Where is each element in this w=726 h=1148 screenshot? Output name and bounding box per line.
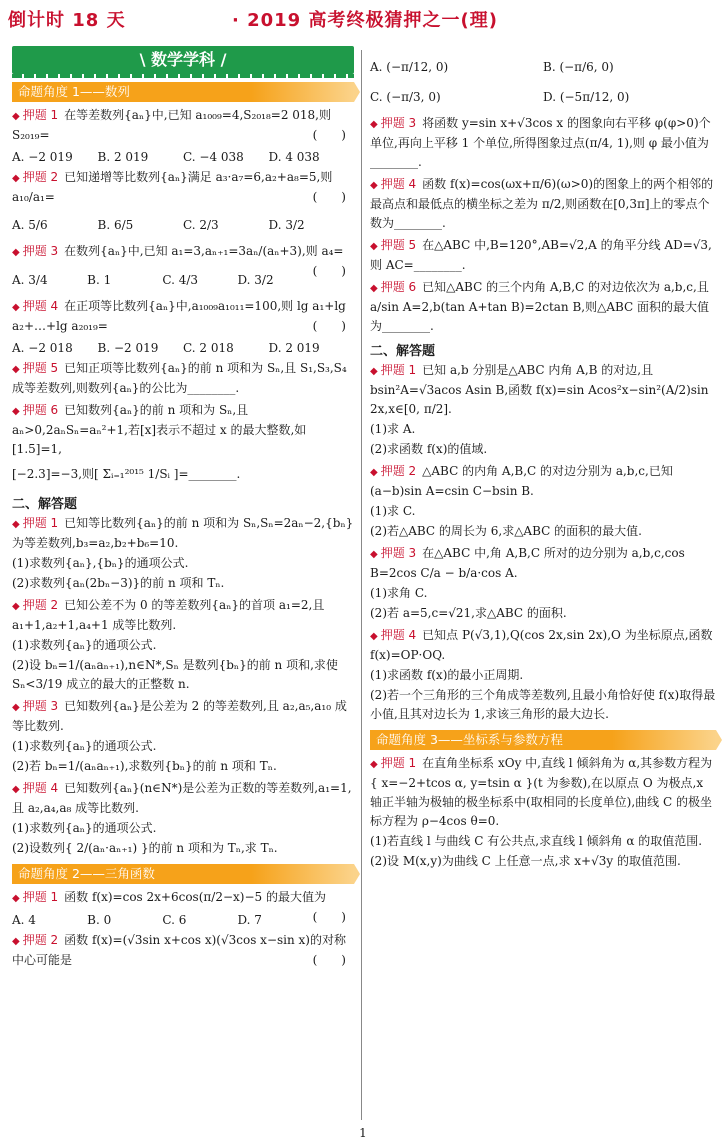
solve-l3	[12, 697, 354, 776]
sub-question-2: (2)若一个三角形的三个角成等差数列,且最小角恰好使 f(x)取得最小值,且其对边长为 1,求该三角形的最大边长.	[370, 688, 716, 721]
problem-text: 函数 f(x)=cos 2x+6cos(π/2−x)−5 的最大值为	[64, 890, 326, 904]
problem-tag: 押题 4	[22, 299, 59, 313]
problem-text: 在直角坐标系 xOy 中,直线 l 倾斜角为 α,其参数方程为{ x=−2+tcos α, y=tsin α }(t 为参数),在以原点 O 为极点,x 轴正半轴为极轴的极坐标系中(取相同的长度单位),曲线 C 的极坐标方程为 ρ−4cos θ=0.	[370, 756, 713, 828]
diamond-icon: ◆	[12, 702, 20, 713]
sub-question-1: (1)求角 C.	[370, 586, 428, 600]
choices-l2	[12, 210, 354, 240]
solve-l2	[12, 596, 354, 694]
sub-question-2: (2)求函数 f(x)的值域.	[370, 442, 488, 456]
problem-text: △ABC 的内角 A,B,C 的对边分别为 a,b,c,已知(a−b)sin A=csin C−bsin B.	[370, 464, 673, 498]
topic-header-coordinates: 命题角度 3——坐标系与参数方程	[370, 730, 716, 750]
problem-text: 在等差数列{aₙ}中,已知 a₁₀₀₉=4,S₂₀₁₈=2 018,则 S₂₀₁₉=	[12, 108, 331, 142]
solve-r3	[370, 544, 716, 623]
choice-d: D. 2 019	[268, 341, 320, 355]
problem-text: 在△ABC 中,角 A,B,C 所对的边分别为 a,b,c,cos B=2cos C/a − b/a·cos A.	[370, 546, 685, 580]
countdown-label: 倒计时 18 天	[8, 10, 126, 31]
diamond-icon: ◆	[12, 406, 20, 417]
sub-question-2: (2)若 a=5,c=√21,求△ABC 的面积.	[370, 606, 567, 620]
choice-c: C. 6	[162, 913, 187, 927]
choices-t1	[12, 911, 313, 929]
sub-question-1: (1)求数列{aₙ},{bₙ}的通项公式.	[12, 556, 189, 570]
choice-b: B. 2 019	[97, 150, 149, 164]
problem-text: 已知公差不为 0 的等差数列{aₙ}的首项 a₁=2,且 a₁+1,a₂+1,a₄+1 成等比数列.	[12, 598, 325, 632]
trig-r6	[370, 278, 716, 336]
choice-d: D. 3/2	[237, 273, 274, 287]
diamond-icon: ◆	[370, 759, 378, 770]
answer-paren: ( )	[312, 953, 346, 967]
problem-text: 函数 f(x)=cos(ωx+π/6)(ω>0)的图象上的两个相邻的最高点和最低点的横坐标之差为 π/2,则函数在[0,3π]上的零点个数为________.	[370, 177, 714, 230]
choice-a: A. (−π/12, 0)	[370, 60, 449, 74]
sub-question-2: (2)求数列{aₙ(2bₙ−3)}的前 n 项和 Tₙ.	[12, 576, 225, 590]
problem-tag: 押题 4	[380, 177, 417, 191]
problem-tag: 押题 3	[22, 244, 59, 258]
choice-c: C. 4/3	[162, 273, 199, 287]
problem-tag: 押题 2	[380, 464, 417, 478]
choice-d: D. 3/2	[268, 218, 305, 232]
sub-question-1: (1)求数列{aₙ}的通项公式.	[12, 638, 157, 652]
problem-text: 在正项等比数列{aₙ}中,a₁₀₀₉a₁₀₁₁=100,则 lg a₁+lg a₂+…+lg a₂₀₁₉=	[12, 299, 346, 333]
trig-r4	[370, 175, 716, 233]
problem-l4	[12, 297, 354, 336]
choice-c: C. 2/3	[183, 218, 219, 232]
problem-tag: 押题 3	[380, 116, 417, 130]
problem-text: 已知 a,b 分别是△ABC 内角 A,B 的对边,且 bsin²A=√3acos Asin B,函数 f(x)=sin Acos²x−sin²(A/2)sin 2x,x∈[0, π/2].	[370, 363, 709, 416]
choices-l1	[12, 148, 354, 166]
trig-r3	[370, 114, 716, 172]
solve-r1	[370, 361, 716, 459]
problem-tag: 押题 5	[22, 361, 59, 375]
subject-banner: \ 数学学科 /	[12, 46, 354, 74]
right-column	[370, 50, 716, 874]
problem-text: 已知数列{aₙ}的前 n 项和为 Sₙ,且 aₙ>0,2aₙSₙ=aₙ²+1,若[x]表示不超过 x 的最大整数,如[1.5]=1,	[12, 403, 307, 456]
problem-text: 已知△ABC 的三个内角 A,B,C 的对边依次为 a,b,c,且 a/sin A=2,b(tan A+tan B)=2ctan B,则△ABC 面积的最大值为________.	[370, 280, 710, 333]
section-heading-solve-right: 二、解答题	[370, 344, 436, 359]
diamond-icon: ◆	[12, 247, 20, 258]
problem-text: 已知数列{aₙ}(n∈N*)是公差为正数的等差数列,a₁=1,且 a₂,a₄,a₈ 成等比数列.	[12, 781, 352, 815]
problem-l5	[12, 359, 354, 398]
diamond-icon: ◆	[12, 519, 20, 530]
problem-text: 已知数列{aₙ}是公差为 2 的等差数列,且 a₂,a₅,a₁₀ 成等比数列.	[12, 699, 347, 733]
sub-question-2: (2)设 M(x,y)为曲线 C 上任意一点,求 x+√3y 的取值范围.	[370, 854, 681, 868]
section-heading-solve: 二、解答题	[12, 497, 78, 512]
choice-b: B. 6/5	[97, 218, 134, 232]
problem-text: 已知正项等比数列{aₙ}的前 n 项和为 Sₙ,且 S₁,S₃,S₄ 成等差数列,则数列{aₙ}的公比为________.	[12, 361, 347, 395]
choice-a: A. 5/6	[12, 218, 48, 232]
diamond-icon: ◆	[12, 893, 20, 904]
problem-tag: 押题 6	[22, 403, 59, 417]
solve-r4	[370, 626, 716, 724]
trig-r5	[370, 236, 716, 275]
problem-tag: 押题 2	[22, 598, 59, 612]
problem-text: 将函数 y=sin x+√3cos x 的图象向右平移 φ(φ>0)个单位,再向上平移 1 个单位,所得图象过点(π/4, 1),则 φ 最小值为________.	[370, 116, 711, 169]
diamond-icon: ◆	[370, 119, 378, 130]
problem-text: 已知递增等比数列{aₙ}满足 a₃·a₇=6,a₂+a₈=5,则 a₁₀/a₁=	[12, 170, 333, 204]
diamond-icon: ◆	[370, 366, 378, 377]
sub-question-1: (1)求 A.	[370, 422, 416, 436]
choice-a: A. 3/4	[12, 273, 48, 287]
problem-text: 已知点 P(√3,1),Q(cos 2x,sin 2x),O 为坐标原点,函数 f(x)=OP·OQ.	[370, 628, 713, 662]
page-number: 1	[359, 1126, 367, 1140]
choice-d: D. (−5π/12, 0)	[543, 90, 630, 104]
diamond-icon: ◆	[12, 784, 20, 795]
problem-tag: 押题 1	[22, 108, 59, 122]
answer-paren: ( )	[312, 264, 346, 278]
problem-tag: 押题 3	[380, 546, 417, 560]
problem-text: 已知等比数列{aₙ}的前 n 项和为 Sₙ,Sₙ=2aₙ−2,{bₙ}为等差数列,b₃=a₂,b₂+b₆=10.	[12, 516, 354, 550]
diamond-icon: ◆	[370, 549, 378, 560]
problem-tag: 押题 5	[380, 238, 417, 252]
diamond-icon: ◆	[370, 180, 378, 191]
problem-l6	[12, 401, 354, 489]
diamond-icon: ◆	[370, 631, 378, 642]
choices-t2	[370, 52, 716, 112]
diamond-icon: ◆	[12, 302, 20, 313]
diamond-icon: ◆	[370, 467, 378, 478]
problem-l1	[12, 106, 354, 145]
sub-question-1: (1)若直线 l 与曲线 C 有公共点,求直线 l 倾斜角 α 的取值范围.	[370, 834, 703, 848]
choice-c: C. 2 018	[183, 341, 234, 355]
sub-question-1: (1)求函数 f(x)的最小正周期.	[370, 668, 524, 682]
sub-question-2: (2)若 bₙ=1/(aₙaₙ₊₁),求数列{bₙ}的前 n 项和 Tₙ.	[12, 759, 277, 773]
choice-b: B. −2 019	[97, 341, 159, 355]
problem-tag: 押题 1	[380, 756, 417, 770]
column-divider	[361, 50, 362, 1120]
solve-l4	[12, 779, 354, 858]
choice-c: C. −4 038	[183, 150, 244, 164]
topic-header-trig: 命题角度 2——三角函数	[12, 864, 354, 884]
problem-tag: 押题 4	[22, 781, 59, 795]
problem-tag: 押题 2	[22, 170, 59, 184]
answer-paren: ( )	[312, 910, 346, 924]
diamond-icon: ◆	[370, 241, 378, 252]
diamond-icon: ◆	[12, 364, 20, 375]
answer-paren: ( )	[312, 190, 346, 204]
coord-r1	[370, 754, 716, 871]
problem-tag: 押题 3	[22, 699, 59, 713]
sub-question-1: (1)求数列{aₙ}的通项公式.	[12, 739, 157, 753]
problem-tag: 押题 1	[380, 363, 417, 377]
diamond-icon: ◆	[12, 601, 20, 612]
choice-d: D. 4 038	[268, 150, 320, 164]
problem-tag: 押题 4	[380, 628, 417, 642]
problem-text: 在△ABC 中,B=120°,AB=√2,A 的角平分线 AD=√3,则 AC=________.	[370, 238, 712, 272]
problem-l3	[12, 242, 354, 278]
problem-text: 函数 f(x)=(√3sin x+cos x)(√3cos x−sin x)的对称中心可能是	[12, 933, 346, 967]
sub-question-2: (2)设数列{ 2/(aₙ·aₙ₊₁) }的前 n 项和为 Tₙ,求 Tₙ.	[12, 841, 278, 855]
trig-l2	[12, 931, 354, 970]
problem-tag: 押题 6	[380, 280, 417, 294]
left-column	[12, 46, 354, 973]
choice-b: B. 1	[87, 273, 112, 287]
diamond-icon: ◆	[12, 936, 20, 947]
problem-text-continued: [−2.3]=−3,则[ Σᵢ₌₁²⁰¹⁵ 1/Sᵢ ]=________.	[12, 467, 241, 481]
page-header	[0, 0, 726, 44]
page-title: · 2019 高考终极猜押之一(理)	[232, 10, 498, 31]
solve-r2	[370, 462, 716, 541]
choice-b: B. (−π/6, 0)	[543, 60, 614, 74]
problem-tag: 押题 1	[22, 516, 59, 530]
sub-question-1: (1)求 C.	[370, 504, 416, 518]
choices-l4	[12, 339, 354, 357]
choice-a: A. −2 019	[12, 150, 73, 164]
choice-b: B. 0	[87, 913, 112, 927]
answer-paren: ( )	[312, 128, 346, 142]
choice-c: C. (−π/3, 0)	[370, 90, 441, 104]
choice-d: D. 7	[237, 913, 262, 927]
solve-l1	[12, 514, 354, 593]
sub-question-2: (2)若△ABC 的周长为 6,求△ABC 的面积的最大值.	[370, 524, 642, 538]
diamond-icon: ◆	[12, 173, 20, 184]
problem-tag: 押题 2	[22, 933, 59, 947]
choice-a: A. 4	[12, 913, 36, 927]
answer-paren: ( )	[312, 319, 346, 333]
problem-l2	[12, 168, 354, 207]
choice-a: A. −2 018	[12, 341, 73, 355]
problem-text: 在数列{aₙ}中,已知 a₁=3,aₙ₊₁=3aₙ/(aₙ+3),则 a₄=	[64, 244, 344, 258]
problem-tag: 押题 1	[22, 890, 59, 904]
choices-l3	[12, 265, 313, 295]
diamond-icon: ◆	[370, 283, 378, 294]
sub-question-1: (1)求数列{aₙ}的通项公式.	[12, 821, 157, 835]
diamond-icon: ◆	[12, 111, 20, 122]
topic-header-sequences: 命题角度 1——数列	[12, 82, 354, 102]
sub-question-2: (2)设 bₙ=1/(aₙaₙ₊₁),n∈N*,Sₙ 是数列{bₙ}的前 n 项和,求使 Sₙ<3/19 成立的最大的正整数 n.	[12, 658, 338, 691]
